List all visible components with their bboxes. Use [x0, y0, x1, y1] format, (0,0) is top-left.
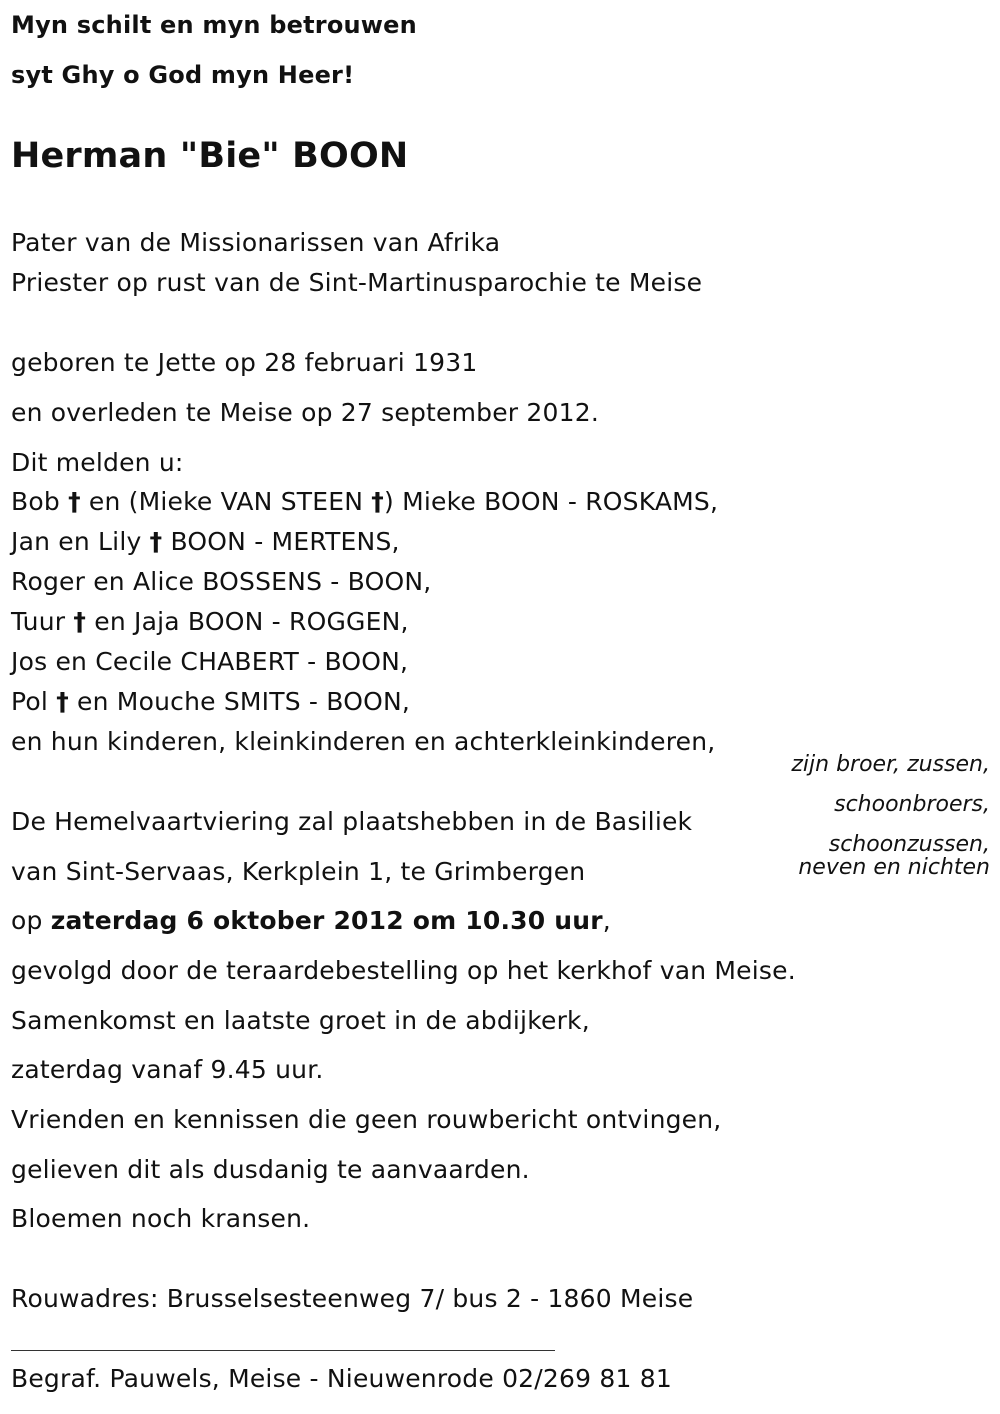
announcer-text: Tuur — [11, 607, 74, 636]
cross-icon: † — [73, 607, 87, 636]
relation-line-3: schoonzussen, — [828, 832, 990, 857]
deceased-name: Herman "Bie" BOON — [11, 136, 409, 176]
announcer-text: Bob — [11, 487, 69, 516]
cross-icon: † — [371, 487, 384, 516]
announcer-text: Pol — [11, 687, 57, 716]
relation-line-2: schoonbroers, — [834, 792, 990, 817]
ceremony-date: zaterdag 6 oktober 2012 om 10.30 uur — [50, 906, 603, 935]
ceremony-line-1: De Hemelvaartviering zal plaatshebben in de Basiliek — [11, 807, 693, 836]
role-line-2: Priester op rust van de Sint-Martinusparochie te Meise — [11, 268, 703, 297]
announcer-text: en Mouche SMITS - BOON, — [68, 687, 411, 716]
relation-line-1: zijn broer, zussen, — [791, 752, 990, 777]
ceremony-line-5: Samenkomst en laatste groet in de abdijkerk, — [11, 1006, 590, 1035]
announcer-row-4 — [11, 607, 409, 637]
birth-line: geboren te Jette op 28 februari 1931 — [11, 348, 478, 377]
ceremony-line-6: zaterdag vanaf 9.45 uur. — [11, 1055, 324, 1084]
cross-icon: † — [149, 527, 163, 556]
ceremony-line-2: van Sint-Servaas, Kerkplein 1, te Grimbergen — [11, 857, 586, 886]
announcer-row-6 — [11, 687, 410, 717]
ceremony-date-prefix: op — [11, 906, 51, 935]
ceremony-date-line — [11, 906, 611, 936]
announcer-text: ) Mieke BOON - ROSKAMS, — [384, 487, 719, 516]
announcer-text: en Jaja BOON - ROGGEN, — [86, 607, 409, 636]
announcer-row-5: Jos en Cecile CHABERT - BOON, — [11, 647, 409, 676]
cross-icon: † — [68, 487, 81, 516]
mourning-address: Rouwadres: Brusselsesteenweg 7/ bus 2 - 1860 Meise — [11, 1284, 694, 1313]
relation-line-4: neven en nichten — [798, 855, 990, 880]
motto-line-2: syt Ghy o God myn Heer! — [11, 61, 355, 89]
cross-icon: † — [56, 687, 69, 716]
ceremony-line-7: Vrienden en kennissen die geen rouwbericht ontvingen, — [11, 1105, 722, 1134]
role-line-1: Pater van de Missionarissen van Afrika — [11, 228, 501, 257]
undertaker-line: Begraf. Pauwels, Meise - Nieuwenrode 02/269 81 81 — [11, 1364, 672, 1393]
announcer-row-2 — [11, 527, 400, 557]
divider-line — [11, 1350, 555, 1351]
death-line: en overleden te Meise op 27 september 2012. — [11, 398, 599, 427]
ceremony-line-9: Bloemen noch kransen. — [11, 1204, 311, 1233]
announcers-intro: Dit melden u: — [11, 448, 184, 477]
motto-line-1: Myn schilt en myn betrouwen — [11, 11, 417, 39]
ceremony-date-suffix: , — [602, 906, 611, 935]
announcer-text: BOON - MERTENS, — [162, 527, 400, 556]
announcer-text: Jan en Lily — [11, 527, 150, 556]
announcer-row-1 — [11, 487, 718, 517]
announcer-row-7: en hun kinderen, kleinkinderen en achterkleinkinderen, — [11, 727, 716, 756]
ceremony-line-4: gevolgd door de teraardebestelling op het kerkhof van Meise. — [11, 956, 796, 985]
announcer-row-3: Roger en Alice BOSSENS - BOON, — [11, 567, 432, 596]
announcer-text: en (Mieke VAN STEEN — [80, 487, 372, 516]
ceremony-line-8: gelieven dit als dusdanig te aanvaarden. — [11, 1155, 530, 1184]
